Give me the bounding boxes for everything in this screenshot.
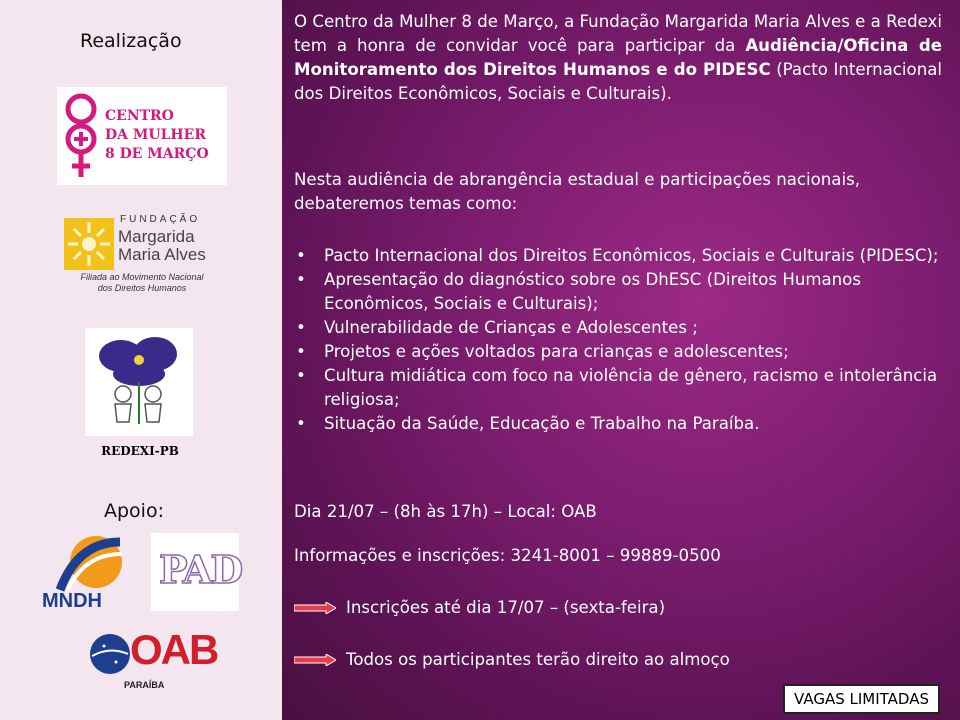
- apoio-heading: Apoio:: [104, 500, 164, 522]
- oab-label: OAB: [130, 626, 218, 673]
- centro-logo-line3: 8 DE MARÇO: [105, 146, 209, 162]
- fundacao-name-line1: Margarida: [118, 227, 195, 246]
- fundacao-tagline-1: Filiada ao Movimento Nacional: [80, 272, 204, 282]
- intro-text-start: O Centro da Mulher 8 de Março, a Fundação Margarida Maria Alves e a Redexi tem a honra de convidar você para participar da: [294, 12, 942, 55]
- arrow-right-icon: [294, 602, 336, 614]
- mndh-logo: [38, 532, 130, 612]
- lunch-info-text: Todos os participantes terão direito ao almoço: [346, 650, 730, 669]
- intro-text-end: (Pacto Internacional dos Direitos Econômicos, Sociais e Culturais).: [294, 60, 942, 103]
- list-item: • Vulnerabilidade de Crianças e Adolescentes ;: [324, 316, 960, 340]
- oab-logo: [88, 626, 218, 694]
- sunflower-icon: [64, 218, 114, 270]
- realizacao-heading: Realização: [80, 30, 182, 52]
- registration-deadline-text: Inscrições até dia 17/07 – (sexta-feira): [346, 598, 666, 617]
- fundacao-small-label: FUNDAÇÃO: [120, 214, 201, 225]
- date-location-line: Dia 21/07 – (8h às 17h) – Local: OAB: [294, 502, 597, 521]
- list-item: • Projetos e ações voltados para crianças e adolescentes;: [324, 340, 960, 364]
- pad-logo: [151, 533, 242, 611]
- list-item: • Apresentação do diagnóstico sobre os DhESC (Direitos Humanos Econômicos, Sociais e Culturais);: [324, 268, 960, 316]
- violet-flower-children-icon: [85, 328, 193, 436]
- topics-list: [294, 244, 960, 436]
- fundacao-margarida-logo: [62, 212, 220, 296]
- list-item: • Cultura midiática com foco na violência de gênero, racismo e intolerância religiosa;: [324, 364, 960, 412]
- redexi-label: REDEXI-PB: [101, 444, 179, 458]
- centro-logo-line1: CENTRO: [105, 108, 174, 124]
- intro-paragraph: [294, 10, 942, 106]
- sponsors-panel: [0, 0, 282, 720]
- arrow-right-icon: [294, 654, 336, 666]
- event-title: Audiência/Oficina de Monitoramento dos Direitos Humanos e do PIDESC: [294, 36, 942, 79]
- topics-intro-paragraph: Nesta audiência de abrangência estadual e participações nacionais, debateremos temas como:: [294, 170, 860, 213]
- centro-mulher-logo: [57, 87, 227, 185]
- pad-label: PAD: [159, 547, 242, 592]
- invitation-panel: [282, 0, 960, 720]
- fundacao-name-line2: Maria Alves: [118, 245, 206, 264]
- mndh-label: MNDH: [42, 590, 102, 612]
- fundacao-tagline-2: dos Direitos Humanos: [97, 283, 187, 293]
- centro-logo-line2: DA MULHER: [105, 127, 206, 143]
- globe-icon: [88, 632, 132, 676]
- list-item: • Pacto Internacional dos Direitos Econômicos, Sociais e Culturais (PIDESC);: [324, 244, 960, 268]
- redexi-logo: [85, 328, 193, 436]
- female-symbol-icon: [59, 87, 109, 185]
- list-item: • Situação da Saúde, Educação e Trabalho na Paraíba.: [324, 412, 960, 436]
- limited-spots-badge: VAGAS LIMITADAS: [783, 684, 940, 714]
- contact-info-line: Informações e inscrições: 3241-8001 – 99889-0500: [294, 546, 721, 565]
- mndh-arc-icon: [38, 532, 130, 592]
- oab-sub-label: PARAÍBA: [124, 680, 165, 690]
